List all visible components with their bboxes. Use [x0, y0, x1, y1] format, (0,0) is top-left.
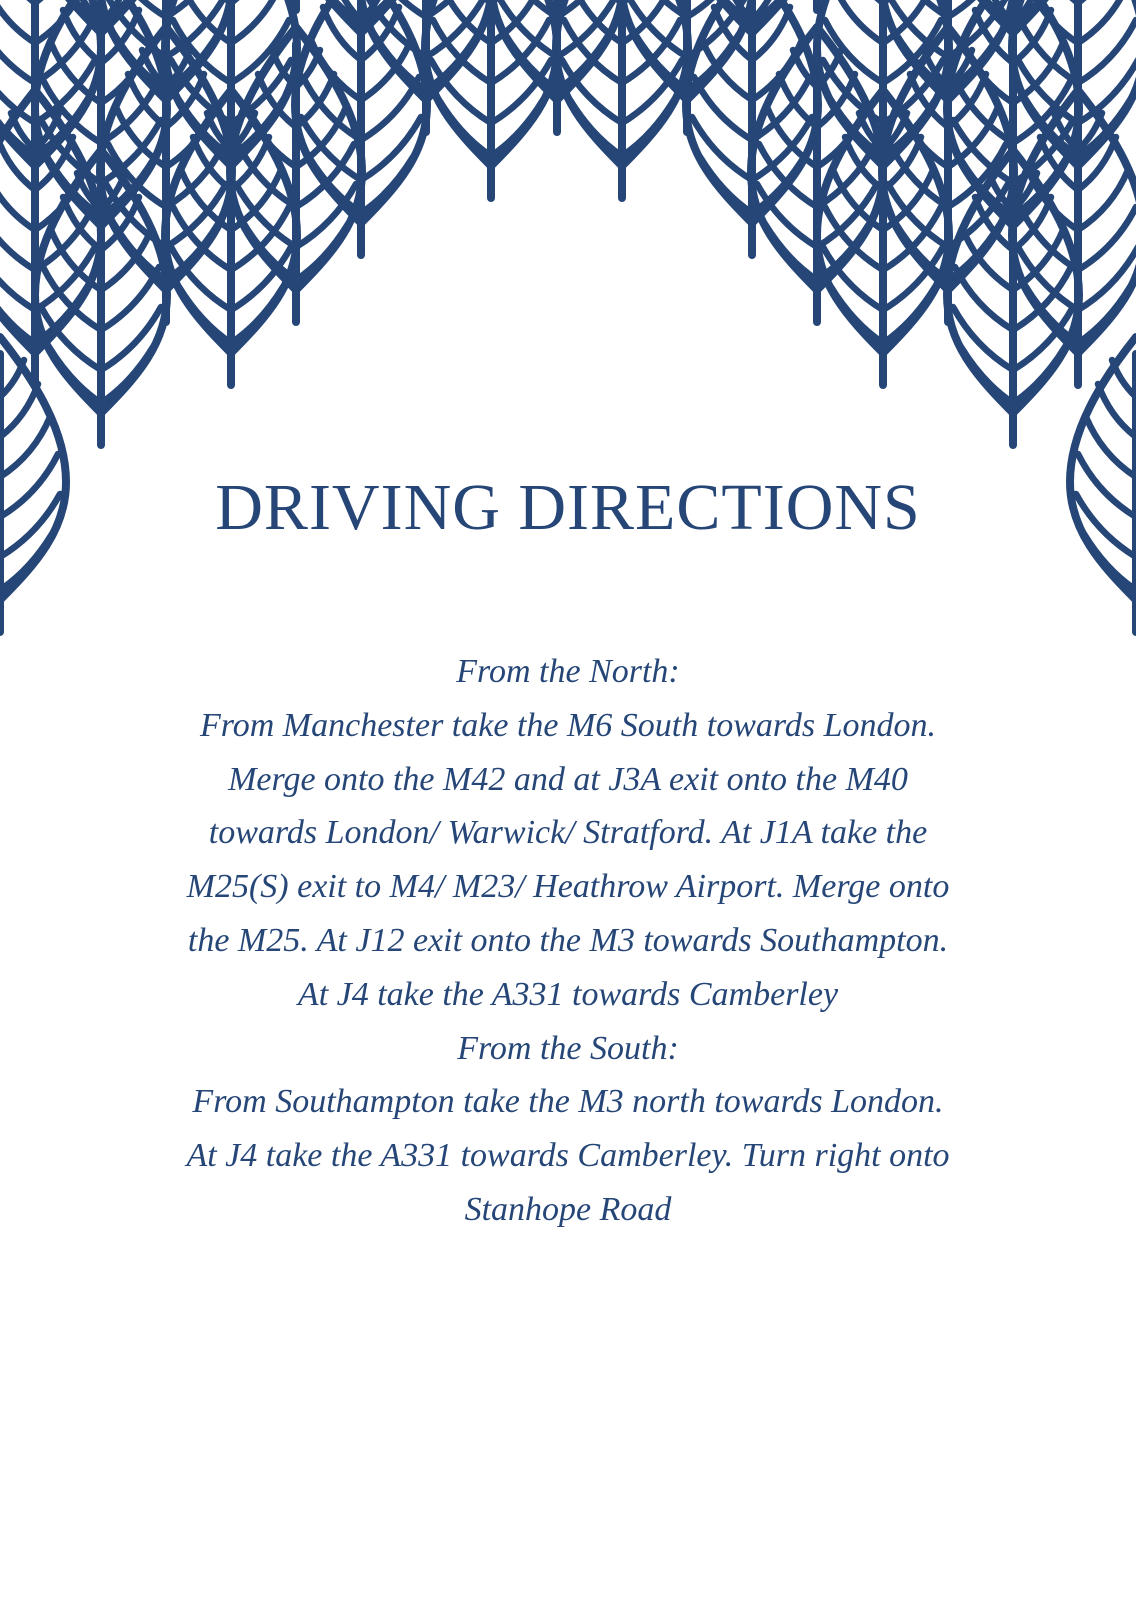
north-line-6: At J4 take the A331 towards Camberley [297, 975, 839, 1013]
south-heading: From the South: [457, 1029, 679, 1067]
directions-text [120, 645, 1016, 1237]
north-line-3: towards London/ Warwick/ Stratford. At J1A take the [208, 814, 928, 852]
leaf-pattern-icon [0, 0, 1136, 700]
south-line-2: At J4 take the A331 towards Camberley. Turn right onto [186, 1137, 950, 1175]
north-line-5: the M25. At J12 exit onto the M3 towards Southampton. [187, 921, 949, 959]
north-line-4: M25(S) exit to M4/ M23/ Heathrow Airport. Merge onto [186, 868, 950, 906]
north-heading: From the North: [456, 653, 680, 690]
south-line-1: From Southampton take the M3 north towards London. [192, 1083, 944, 1121]
leaf-motif-icon [556, 0, 688, 198]
north-line-1: From Manchester take the M6 South towards London. [200, 706, 936, 744]
leaf-motif-icon [425, 0, 557, 198]
north-line-2: Merge onto the M42 and at J3A exit onto the M40 [228, 760, 908, 798]
south-line-3: Stanhope Road [464, 1190, 672, 1228]
page-title: DRIVING DIRECTIONS [215, 471, 921, 544]
